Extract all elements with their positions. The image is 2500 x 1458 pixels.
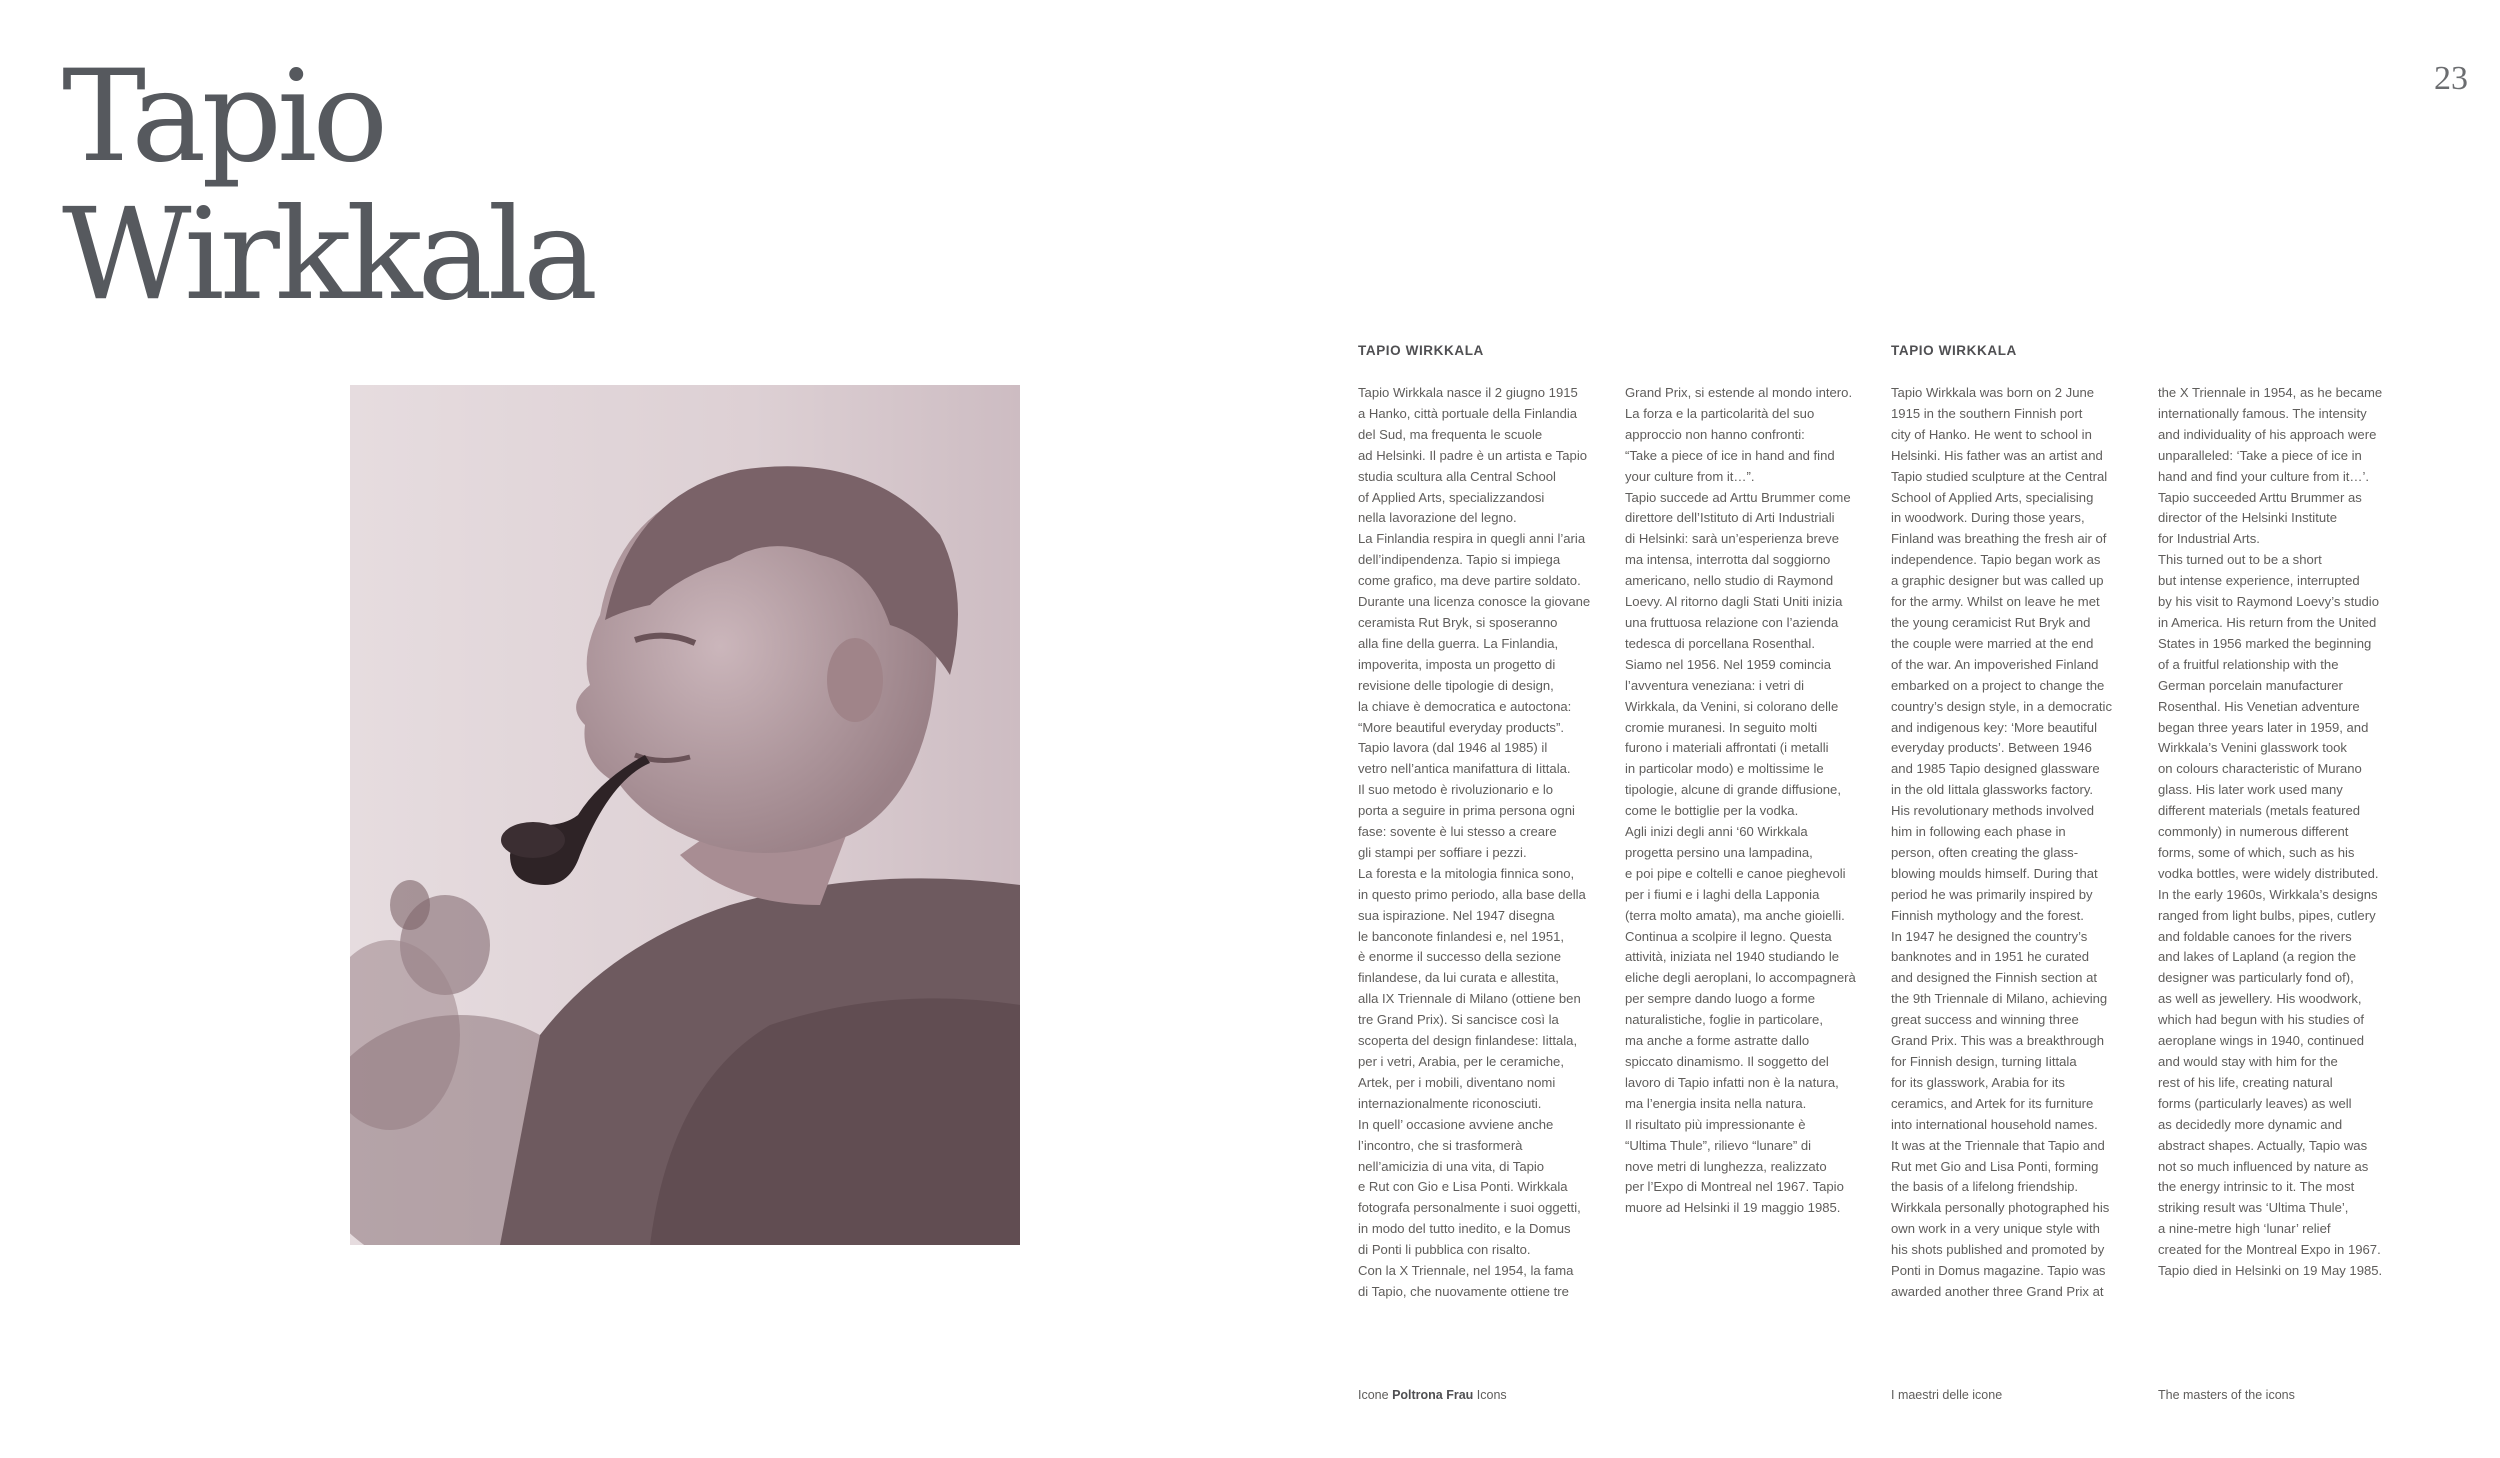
text-line: le banconote finlandesi e, nel 1951, xyxy=(1358,928,1565,944)
text-line: di Tapio, che nuovamente ottiene tre xyxy=(1358,1283,1569,1299)
text-line: Tapio lavora (dal 1946 al 1985) il xyxy=(1358,740,1548,756)
text-line: blowing moulds himself. During that xyxy=(1891,865,2098,881)
text-line: per i vetri, Arabia, per le ceramiche, xyxy=(1358,1054,1564,1069)
text-line: Continua a scolpire il legno. Questa xyxy=(1625,928,1832,944)
text-line: period he was primarily inspired by xyxy=(1891,886,2093,902)
text-line: fase: sovente è lui stesso a creare xyxy=(1358,824,1557,840)
portrait-photo-icon xyxy=(350,385,1020,1245)
text-line: per sempre dando luogo a forme xyxy=(1625,991,1815,1007)
text-line: ma l’energia insita nella natura. xyxy=(1625,1095,1807,1111)
italian-heading: TAPIO WIRKKALA xyxy=(1358,343,1484,358)
text-line: the X Triennale in 1954, as he became xyxy=(2158,385,2383,400)
italian-text-column-2 xyxy=(1625,383,1880,1219)
text-line: La forza e la particolarità del suo xyxy=(1625,405,1815,421)
text-line: and would stay with him for the xyxy=(2158,1054,2338,1069)
text-line: which had begun with his studies of xyxy=(2158,1012,2364,1028)
text-line: began three years later in 1959, and xyxy=(2158,719,2369,735)
text-line: created for the Montreal Expo in 1967. xyxy=(2158,1242,2381,1258)
text-line: ma intensa, interrotta dal soggiorno xyxy=(1625,552,1831,568)
text-line: l’incontro, che si trasformerà xyxy=(1358,1137,1523,1153)
text-line: designer was particularly fond of), xyxy=(2158,970,2354,986)
text-line: 1915 in the southern Finnish port xyxy=(1891,405,2083,421)
text-line: States in 1956 marked the beginning xyxy=(2158,635,2372,651)
text-line: e poi pipe e coltelli e canoe pieghevoli xyxy=(1625,865,1846,881)
text-line: his shots published and promoted by xyxy=(1891,1242,2105,1258)
text-line: as decidedly more dynamic and xyxy=(2158,1116,2343,1132)
text-line: vodka bottles, were widely distributed. xyxy=(2158,865,2379,881)
italian-text-column-1 xyxy=(1358,383,1613,1303)
text-line: independence. Tapio began work as xyxy=(1891,552,2101,568)
text-line: tedesca di porcellana Rosenthal. xyxy=(1625,635,1815,651)
english-text-column-2 xyxy=(2158,383,2413,1282)
text-line: ma anche a forme astratte dallo xyxy=(1625,1033,1810,1049)
text-line: embarked on a project to change the xyxy=(1891,677,2105,693)
text-line: per l’Expo di Montreal nel 1967. Tapio xyxy=(1625,1179,1844,1195)
text-line: Finnish mythology and the forest. xyxy=(1891,907,2084,923)
text-line: commonly) in numerous different xyxy=(2158,824,2349,840)
text-line: nella lavorazione del legno. xyxy=(1358,510,1517,526)
text-line: ranged from light bulbs, pipes, cutlery xyxy=(2158,907,2376,923)
footer-suffix: Icons xyxy=(1473,1388,1507,1402)
text-line: e Rut con Gio e Lisa Ponti. Wirkkala xyxy=(1358,1179,1568,1195)
text-line: different materials (metals featured xyxy=(2158,803,2361,819)
text-line: ceramics, and Artek for its furniture xyxy=(1891,1095,2094,1111)
text-line: Siamo nel 1956. Nel 1959 comincia xyxy=(1625,656,1831,672)
text-line: la chiave è democratica e autoctona: xyxy=(1358,698,1572,714)
text-line: naturalistiche, foglie in particolare, xyxy=(1625,1012,1823,1028)
text-line: In the early 1960s, Wirkkala’s designs xyxy=(2158,886,2378,902)
page-title xyxy=(62,43,594,328)
text-line: in woodwork. During those years, xyxy=(1891,510,2085,526)
text-line: porta a seguire in prima persona ogni xyxy=(1358,803,1575,819)
portrait-photo xyxy=(350,385,1020,1245)
text-line: come grafico, ma deve partire soldato. xyxy=(1358,573,1581,589)
text-line: finlandese, da lui curata e allestita, xyxy=(1358,970,1559,986)
text-line: aeroplane wings in 1940, continued xyxy=(2158,1033,2365,1049)
text-line: rest of his life, creating natural xyxy=(2158,1074,2333,1090)
text-line: Grand Prix. This was a breakthrough xyxy=(1891,1033,2104,1049)
text-line: Tapio died in Helsinki on 19 May 1985. xyxy=(2158,1263,2383,1279)
english-text-column-1 xyxy=(1891,383,2146,1303)
footer-section-english: The masters of the icons xyxy=(2158,1388,2295,1402)
text-line: striking result was ‘Ultima Thule’, xyxy=(2158,1200,2349,1216)
text-line: His revolutionary methods involved xyxy=(1891,803,2095,819)
text-line: furono i materiali affrontati (i metalli xyxy=(1625,740,1829,756)
text-line: In quell’ occasione avviene anche xyxy=(1358,1116,1554,1132)
text-line: him in following each phase in xyxy=(1891,824,2066,840)
text-line: dell’indipendenza. Tapio si impiega xyxy=(1358,552,1561,568)
text-line: a graphic designer but was called up xyxy=(1891,573,2104,589)
text-line: una fruttuosa relazione con l’azienda xyxy=(1625,614,1839,630)
text-line: alla IX Triennale di Milano (ottiene ben xyxy=(1358,991,1581,1007)
text-line: German porcelain manufacturer xyxy=(2158,677,2343,693)
text-line: of a fruitful relationship with the xyxy=(2158,656,2339,672)
text-line: Tapio succede ad Arttu Brummer come xyxy=(1625,489,1851,505)
footer-section-italian: I maestri delle icone xyxy=(1891,1388,2003,1402)
text-line: unparalleled: ‘Take a piece of ice in xyxy=(2158,447,2362,463)
text-line: in questo primo periodo, alla base della xyxy=(1358,886,1586,902)
text-line: tre Grand Prix). Si sancisce così la xyxy=(1358,1012,1559,1028)
text-line: Tapio succeeded Arttu Brummer as xyxy=(2158,489,2362,505)
text-line: in particolar modo) e moltissime le xyxy=(1625,761,1824,777)
text-line: It was at the Triennale that Tapio and xyxy=(1891,1137,2105,1153)
text-line: for Industrial Arts. xyxy=(2158,531,2260,547)
text-line: awarded another three Grand Prix at xyxy=(1891,1283,2104,1299)
text-line: ad Helsinki. Il padre è un artista e Tapio xyxy=(1358,447,1588,463)
text-line: forms (particularly leaves) as well xyxy=(2158,1095,2352,1111)
text-line: impoverita, imposta un progetto di xyxy=(1358,656,1556,672)
text-line: Grand Prix, si estende al mondo intero. xyxy=(1625,385,1853,400)
text-line: a nine-metre high ‘lunar’ relief xyxy=(2158,1221,2331,1237)
text-line: per i fiumi e i laghi della Lapponia xyxy=(1625,886,1820,902)
text-line: your culture from it…”. xyxy=(1625,468,1755,484)
text-line: own work in a very unique style with xyxy=(1891,1221,2100,1237)
text-line: In 1947 he designed the country’s xyxy=(1891,928,2088,944)
text-line: This turned out to be a short xyxy=(2158,552,2322,568)
text-line: the 9th Triennale di Milano, achieving xyxy=(1891,991,2108,1007)
text-line: Ponti in Domus magazine. Tapio was xyxy=(1891,1263,2106,1279)
footer-book-title xyxy=(1358,1388,1507,1402)
text-line: the couple were married at the end xyxy=(1891,635,2094,651)
text-line: hand and find your culture from it…’. xyxy=(2158,468,2370,484)
title-line-last-name: Wirkkala xyxy=(62,181,594,328)
text-line: banknotes and in 1951 he curated xyxy=(1891,949,2090,965)
text-line: Artek, per i mobili, diventano nomi xyxy=(1358,1074,1556,1090)
text-line: Wirkkala, da Venini, si colorano delle xyxy=(1625,698,1839,714)
text-line: person, often creating the glass- xyxy=(1891,844,2079,860)
text-line: lavoro di Tapio infatti non è la natura, xyxy=(1625,1074,1839,1090)
text-line: Agli inizi degli anni ‘60 Wirkkala xyxy=(1625,824,1808,840)
text-line: nell’amicizia di una vita, di Tapio xyxy=(1358,1158,1545,1174)
text-line: of the war. An impoverished Finland xyxy=(1891,656,2099,672)
text-line: del Sud, ma frequenta le scuole xyxy=(1358,426,1543,442)
text-line: on colours characteristic of Murano xyxy=(2158,761,2362,777)
text-line: great success and winning three xyxy=(1891,1012,2079,1028)
text-line: studia scultura alla Central School xyxy=(1358,468,1556,484)
text-line: the energy intrinsic to it. The most xyxy=(2158,1179,2355,1195)
text-line: tipologie, alcune di grande diffusione, xyxy=(1625,782,1841,798)
text-line: and lakes of Lapland (a region the xyxy=(2158,949,2357,965)
text-line: Il suo metodo è rivoluzionario e lo xyxy=(1358,782,1554,798)
text-line: Rut met Gio and Lisa Ponti, forming xyxy=(1891,1158,2099,1174)
text-line: and foldable canoes for the rivers xyxy=(2158,928,2352,944)
text-line: internationally famous. The intensity xyxy=(2158,405,2367,421)
text-line: Rosenthal. His Venetian adventure xyxy=(2158,698,2360,714)
text-line: director of the Helsinki Institute xyxy=(2158,510,2338,526)
text-line: Helsinki. His father was an artist and xyxy=(1891,447,2103,463)
text-line: sua ispirazione. Nel 1947 disegna xyxy=(1358,907,1555,923)
text-line: eliche degli aeroplani, lo accompagnerà xyxy=(1625,970,1856,986)
text-line: and indigenous key: ‘More beautiful xyxy=(1891,719,2097,735)
text-line: into international household names. xyxy=(1891,1116,2098,1132)
text-line: in modo del tutto inedito, e la Domus xyxy=(1358,1221,1571,1237)
page-number: 23 xyxy=(2434,60,2468,97)
text-line: city of Hanko. He went to school in xyxy=(1891,426,2092,442)
text-line: fotografa personalmente i suoi oggetti, xyxy=(1358,1200,1581,1216)
text-line: La Finlandia respira in quegli anni l’aria xyxy=(1358,531,1586,547)
text-line: by his visit to Raymond Loevy’s studio xyxy=(2158,594,2380,610)
text-line: alla fine della guerra. La Finlandia, xyxy=(1358,635,1559,651)
text-line: for Finnish design, turning Iittala xyxy=(1891,1054,2077,1069)
text-line: Durante una licenza conosce la giovane xyxy=(1358,594,1591,610)
text-line: Tapio Wirkkala was born on 2 June xyxy=(1891,385,2095,400)
text-line: and 1985 Tapio designed glassware xyxy=(1891,761,2100,777)
text-line: and individuality of his approach were xyxy=(2158,426,2377,442)
text-line: and designed the Finnish section at xyxy=(1891,970,2098,986)
text-line: di Helsinki: sarà un’esperienza breve xyxy=(1625,531,1839,547)
text-line: spiccato dinamismo. Il soggetto del xyxy=(1625,1054,1829,1069)
text-line: country’s design style, in a democratic xyxy=(1891,698,2113,714)
text-line: in the old Iittala glassworks factory. xyxy=(1891,782,2094,798)
text-line: the basis of a lifelong friendship. xyxy=(1891,1179,2079,1195)
text-line: scoperta del design finlandese: Iittala, xyxy=(1358,1033,1578,1049)
text-line: the young ceramicist Rut Bryk and xyxy=(1891,614,2091,630)
text-line: revisione delle tipologie di design, xyxy=(1358,677,1554,693)
text-line: forms, some of which, such as his xyxy=(2158,844,2355,860)
english-heading: TAPIO WIRKKALA xyxy=(1891,343,2017,358)
text-line: School of Applied Arts, specialising xyxy=(1891,489,2094,505)
text-line: approccio non hanno confronti: xyxy=(1625,426,1805,442)
text-line: americano, nello studio di Raymond xyxy=(1625,573,1834,589)
text-line: glass. His later work used many xyxy=(2158,782,2343,798)
text-line: La foresta e la mitologia finnica sono, xyxy=(1358,865,1575,881)
footer-brand: Poltrona Frau xyxy=(1392,1388,1474,1402)
title-line-first-name: Tapio xyxy=(62,43,384,190)
text-line: Tapio studied sculpture at the Central xyxy=(1891,468,2108,484)
text-line: muore ad Helsinki il 19 maggio 1985. xyxy=(1625,1200,1841,1216)
text-line: Loevy. Al ritorno dagli Stati Uniti inizia xyxy=(1625,594,1843,610)
text-line: l’avventura veneziana: i vetri di xyxy=(1625,677,1805,693)
text-line: but intense experience, interrupted xyxy=(2158,573,2360,589)
text-line: ceramista Rut Bryk, si sposeranno xyxy=(1358,614,1558,630)
text-line: for the army. Whilst on leave he met xyxy=(1891,594,2100,610)
text-line: Wirkkala personally photographed his xyxy=(1891,1200,2110,1216)
text-line: gli stampi per soffiare i pezzi. xyxy=(1358,844,1527,860)
text-line: Wirkkala’s Venini glasswork took xyxy=(2158,740,2347,756)
text-line: “More beautiful everyday products”. xyxy=(1358,719,1564,735)
text-line: di Ponti li pubblica con risalto. xyxy=(1358,1242,1531,1258)
text-line: a Hanko, città portuale della Finlandia xyxy=(1358,405,1578,421)
text-line: for its glasswork, Arabia for its xyxy=(1891,1074,2065,1090)
text-line: in America. His return from the United xyxy=(2158,614,2377,630)
text-line: of Applied Arts, specializzandosi xyxy=(1358,489,1545,505)
text-line: Finland was breathing the fresh air of xyxy=(1891,531,2107,547)
text-line: Il risultato più impressionante è xyxy=(1625,1116,1806,1132)
text-line: progetta persino una lampadina, xyxy=(1625,844,1813,860)
text-line: direttore dell’Istituto di Arti Industriali xyxy=(1625,510,1835,526)
text-line: Tapio Wirkkala nasce il 2 giugno 1915 xyxy=(1358,385,1578,400)
text-line: not so much influenced by nature as xyxy=(2158,1158,2369,1174)
text-line: è enorme il successo della sezione xyxy=(1358,949,1562,965)
text-line: abstract shapes. Actually, Tapio was xyxy=(2158,1137,2368,1153)
text-line: “Take a piece of ice in hand and find xyxy=(1625,447,1835,463)
text-line: everyday products’. Between 1946 xyxy=(1891,740,2092,756)
text-line: “Ultima Thule”, rilievo “lunare” di xyxy=(1625,1137,1812,1153)
text-line: nove metri di lunghezza, realizzato xyxy=(1625,1158,1827,1174)
text-line: as well as jewellery. His woodwork, xyxy=(2158,991,2362,1007)
text-line: Con la X Triennale, nel 1954, la fama xyxy=(1358,1263,1574,1279)
text-line: come le bottiglie per la vodka. xyxy=(1625,803,1799,819)
text-line: cromie muranesi. In seguito molti xyxy=(1625,719,1818,735)
text-line: (terra molto amata), ma anche gioielli. xyxy=(1625,907,1845,923)
text-line: attività, iniziata nel 1940 studiando le xyxy=(1625,949,1840,965)
text-line: internazionalmente riconosciuti. xyxy=(1358,1095,1542,1111)
text-line: vetro nell’antica manifattura di Iittala. xyxy=(1358,761,1571,777)
footer-prefix: Icone xyxy=(1358,1388,1393,1402)
